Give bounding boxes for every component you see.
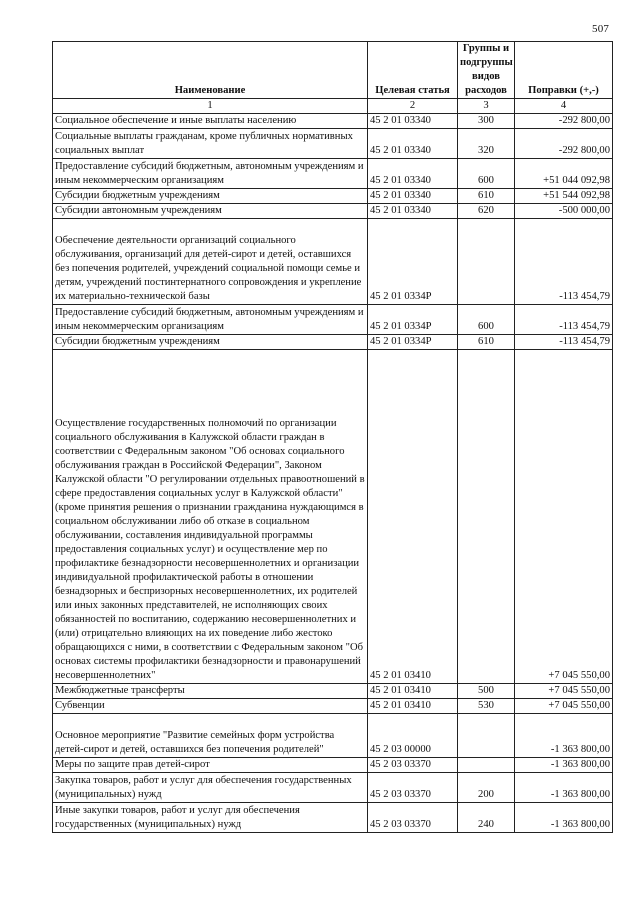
row-name: Предоставление субсидий бюджетным, автономным учреждениям и иным некоммерческим организациям <box>53 159 368 189</box>
row-name: Основное мероприятие "Развитие семейных форм устройства детей-сирот и детей, оставшихся без попечения родителей" <box>53 714 368 758</box>
table-row <box>53 684 613 699</box>
row-code: 45 2 01 03340 <box>368 129 458 159</box>
row-name: Обеспечение деятельности организаций социального обслуживания, организаций для детей-сирот и детей, оставшихся без попечения родителей, учреждений социальной помощи семье и детям, учреждений постинтернатного сопровождения и укрепление их материально-технической базы <box>53 219 368 305</box>
row-amount: -1 363 800,00 <box>515 714 613 758</box>
row-amount: +51 044 092,98 <box>515 159 613 189</box>
table-row <box>53 335 613 350</box>
row-code: 45 2 01 03340 <box>368 204 458 219</box>
table-row <box>53 204 613 219</box>
row-name: Осуществление государственных полномочий по организации социального обслуживания в Калужской области граждан в соответствии с Федеральным законом "Об основах социального обслуживания граждан в Российской Федерации", Законом Калужской области "О регулировании отдельных правоотношений в сфере предоставления социальных услуг в Калужской области" (кроме принятия решения о признании гражданина нуждающимся в социальном обслуживании либо об отказе в социальном обслуживании, составления индивидуальной программы предоставления социальных услуг) и осуществление мер по профилактике безнадзорности несовершеннолетних и организации индивидуальной профилактической работы в отношении безнадзорных и беспризорных несовершеннолетних, их родителей или иных законных представителей, не исполняющих своих обязанностей по воспитанию, содержанию несовершеннолетних и (или) отрицательно влияющих на их поведение либо жестоко обращающихся с ними, в соответствии с Федеральным законом "Об основах системы профилактики безнадзорности и правонарушений несовершеннолетних" <box>53 350 368 684</box>
row-amount: -113 454,79 <box>515 305 613 335</box>
page-number: 507 <box>592 23 610 35</box>
table-row <box>53 305 613 335</box>
row-code: 45 2 01 0334P <box>368 219 458 305</box>
row-code: 45 2 01 0334P <box>368 305 458 335</box>
table-row <box>53 714 613 758</box>
header-amendments: Поправки (+,-) <box>515 42 613 99</box>
row-code: 45 2 03 00000 <box>368 714 458 758</box>
row-group: 620 <box>458 204 515 219</box>
row-group: 600 <box>458 159 515 189</box>
row-group: 320 <box>458 129 515 159</box>
row-code: 45 2 01 03410 <box>368 699 458 714</box>
table-row <box>53 773 613 803</box>
row-name: Иные закупки товаров, работ и услуг для обеспечения государственных (муниципальных) нужд <box>53 803 368 833</box>
row-name: Субсидии бюджетным учреждениям <box>53 189 368 204</box>
row-name: Меры по защите прав детей-сирот <box>53 758 368 773</box>
row-name: Социальное обеспечение и иные выплаты населению <box>53 114 368 129</box>
row-amount: -1 363 800,00 <box>515 758 613 773</box>
column-number: 3 <box>458 99 515 114</box>
table-row <box>53 129 613 159</box>
table-row <box>53 803 613 833</box>
row-code: 45 2 03 03370 <box>368 803 458 833</box>
row-group <box>458 714 515 758</box>
row-group: 240 <box>458 803 515 833</box>
row-name: Социальные выплаты гражданам, кроме публичных нормативных социальных выплат <box>53 129 368 159</box>
row-amount: +7 045 550,00 <box>515 350 613 684</box>
row-group: 300 <box>458 114 515 129</box>
column-number: 1 <box>53 99 368 114</box>
row-code: 45 2 01 0334P <box>368 335 458 350</box>
row-name: Закупка товаров, работ и услуг для обеспечения государственных (муниципальных) нужд <box>53 773 368 803</box>
row-amount: +7 045 550,00 <box>515 684 613 699</box>
header-target-article: Целевая статья <box>368 42 458 99</box>
row-group: 200 <box>458 773 515 803</box>
row-amount: -1 363 800,00 <box>515 803 613 833</box>
row-code: 45 2 01 03410 <box>368 684 458 699</box>
row-name: Предоставление субсидий бюджетным, автономным учреждениям и иным некоммерческим организациям <box>53 305 368 335</box>
row-group <box>458 350 515 684</box>
row-name: Субвенции <box>53 699 368 714</box>
header-name: Наименование <box>53 42 368 99</box>
row-code: 45 2 01 03410 <box>368 350 458 684</box>
budget-amendments-table <box>52 41 613 833</box>
row-group: 500 <box>458 684 515 699</box>
row-group <box>458 219 515 305</box>
row-code: 45 2 01 03340 <box>368 189 458 204</box>
row-amount: -292 800,00 <box>515 129 613 159</box>
row-amount: +51 544 092,98 <box>515 189 613 204</box>
row-code: 45 2 03 03370 <box>368 773 458 803</box>
row-amount: -1 363 800,00 <box>515 773 613 803</box>
column-number-row <box>53 99 613 114</box>
row-amount: -113 454,79 <box>515 335 613 350</box>
row-group: 600 <box>458 305 515 335</box>
row-code: 45 2 03 03370 <box>368 758 458 773</box>
table-row <box>53 114 613 129</box>
row-group: 610 <box>458 189 515 204</box>
row-group <box>458 758 515 773</box>
column-number: 2 <box>368 99 458 114</box>
row-name: Субсидии автономным учреждениям <box>53 204 368 219</box>
table-row <box>53 159 613 189</box>
table-row <box>53 350 613 684</box>
header-expense-groups: Группы и подгруппы видов расходов <box>458 42 515 99</box>
table-header-row <box>53 42 613 99</box>
row-amount: +7 045 550,00 <box>515 699 613 714</box>
row-code: 45 2 01 03340 <box>368 159 458 189</box>
table-row <box>53 189 613 204</box>
table-row <box>53 699 613 714</box>
row-name: Межбюджетные трансферты <box>53 684 368 699</box>
table-row <box>53 219 613 305</box>
row-group: 530 <box>458 699 515 714</box>
table-row <box>53 758 613 773</box>
row-name: Субсидии бюджетным учреждениям <box>53 335 368 350</box>
row-code: 45 2 01 03340 <box>368 114 458 129</box>
row-group: 610 <box>458 335 515 350</box>
column-number: 4 <box>515 99 613 114</box>
row-amount: -500 000,00 <box>515 204 613 219</box>
row-amount: -292 800,00 <box>515 114 613 129</box>
row-amount: -113 454,79 <box>515 219 613 305</box>
